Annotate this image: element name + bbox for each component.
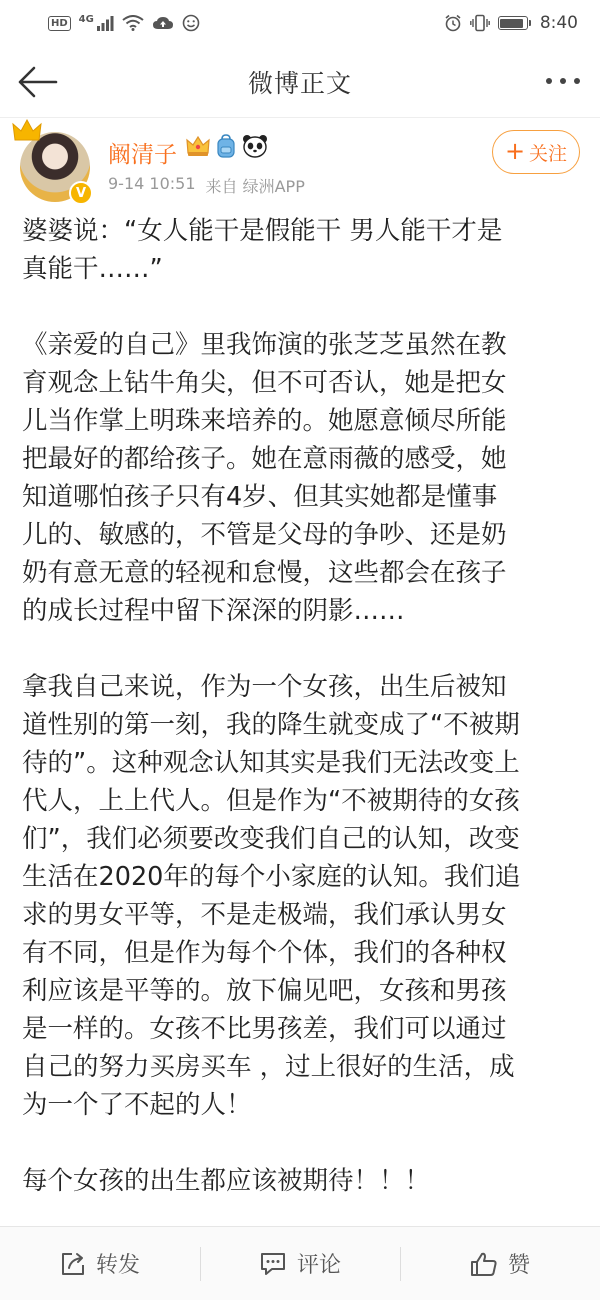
- crown-icon: [12, 118, 42, 144]
- page-title: 微博正文: [247, 68, 352, 98]
- post-paragraph: 《亲爱的自己》里我饰演的张芝芝虽然在教 育观念上钻牛角尖，但不可否认，她是把女 儿当作掌上明珠来培养的。她愿意倾尽所能 把最好的都给孩子。她在意雨薇的感受，她 知道哪怕孩子只有4岁、但其实她都是懂事 儿的、敏感的，不管是父母的争吵、还是奶 奶有意无意的轻视和怠慢，这些都会在孩子 的成长过程中留下深深的阴影……: [22, 330, 507, 626]
- comment-label: 评论: [296, 1253, 341, 1278]
- cloud-upload-icon: [152, 15, 174, 31]
- post-paragraph: 婆婆说：“女人能干是假能干 男人能干才是 真能干……”: [22, 216, 503, 284]
- wifi-icon: [122, 15, 144, 31]
- post-meta: [108, 174, 305, 197]
- post-source: 来自 绿洲APP: [205, 177, 305, 196]
- like-label: 赞: [507, 1253, 530, 1278]
- vibrate-icon: [470, 14, 490, 32]
- follow-button[interactable]: [492, 130, 580, 174]
- post-content: [22, 212, 584, 1200]
- emoji-notification-icon: [182, 14, 200, 32]
- comment-icon: [259, 1251, 287, 1277]
- status-bar: [0, 0, 600, 46]
- share-icon: [60, 1251, 86, 1277]
- more-dot-icon: [560, 78, 566, 84]
- thumbs-up-icon: [470, 1251, 498, 1277]
- more-dot-icon: [574, 78, 580, 84]
- back-button[interactable]: [16, 64, 60, 100]
- status-right: [444, 13, 578, 33]
- network-type-label: 4G: [78, 13, 94, 25]
- more-dot-icon: [546, 78, 552, 84]
- post-paragraph: 拿我自己来说，作为一个女孩，出生后被知 道性别的第一刻，我的降生就变成了“不被期 待的”。这种观念认知其实是我们无法改变上 代人，上上代人。但是作为“不被期待的女孩 们”，我们必须要改变我们自己的认知，改变 生活在2020年的每个小家庭的认知。我们追 求的男女平等，不是走极端，我们承认男女 有不同，但是作为每个个体，我们的各种权 利应该是平等的。放下偏见吧，女孩和男孩 是一样的。女孩不比男孩差，我们可以通过 自己的努力买房买车 ，过上很好的生活，成 为一个了不起的人！: [22, 672, 521, 1120]
- author-badges: [186, 134, 268, 158]
- vip-crown-icon[interactable]: [186, 135, 210, 157]
- status-time: 8:40: [539, 13, 578, 33]
- avatar[interactable]: [20, 132, 90, 202]
- post-date: 9-14 10:51: [108, 174, 196, 193]
- verified-badge: V: [69, 181, 93, 205]
- hd-badge: HD: [48, 16, 71, 31]
- plus-icon: +: [504, 137, 526, 165]
- panda-icon[interactable]: [242, 134, 268, 158]
- battery-icon: [498, 16, 528, 30]
- signal-icon: [96, 15, 114, 31]
- action-bar: [0, 1226, 600, 1300]
- follow-label: 关注: [529, 142, 568, 165]
- comment-button[interactable]: [200, 1227, 400, 1300]
- nav-bar: [0, 46, 600, 118]
- post-paragraph: 每个女孩的出生都应该被期待！！！: [22, 1166, 431, 1196]
- arrow-left-icon: [16, 64, 60, 100]
- battery-level-fill: [500, 19, 523, 28]
- status-left: [48, 14, 200, 32]
- alarm-icon: [444, 14, 462, 32]
- like-button[interactable]: [400, 1227, 600, 1300]
- backpack-icon[interactable]: [216, 134, 236, 158]
- author-name[interactable]: 阚清子: [108, 142, 177, 168]
- more-options-button[interactable]: [542, 70, 584, 92]
- repost-label: 转发: [95, 1253, 140, 1278]
- repost-button[interactable]: [0, 1227, 200, 1300]
- author-header: [0, 118, 600, 202]
